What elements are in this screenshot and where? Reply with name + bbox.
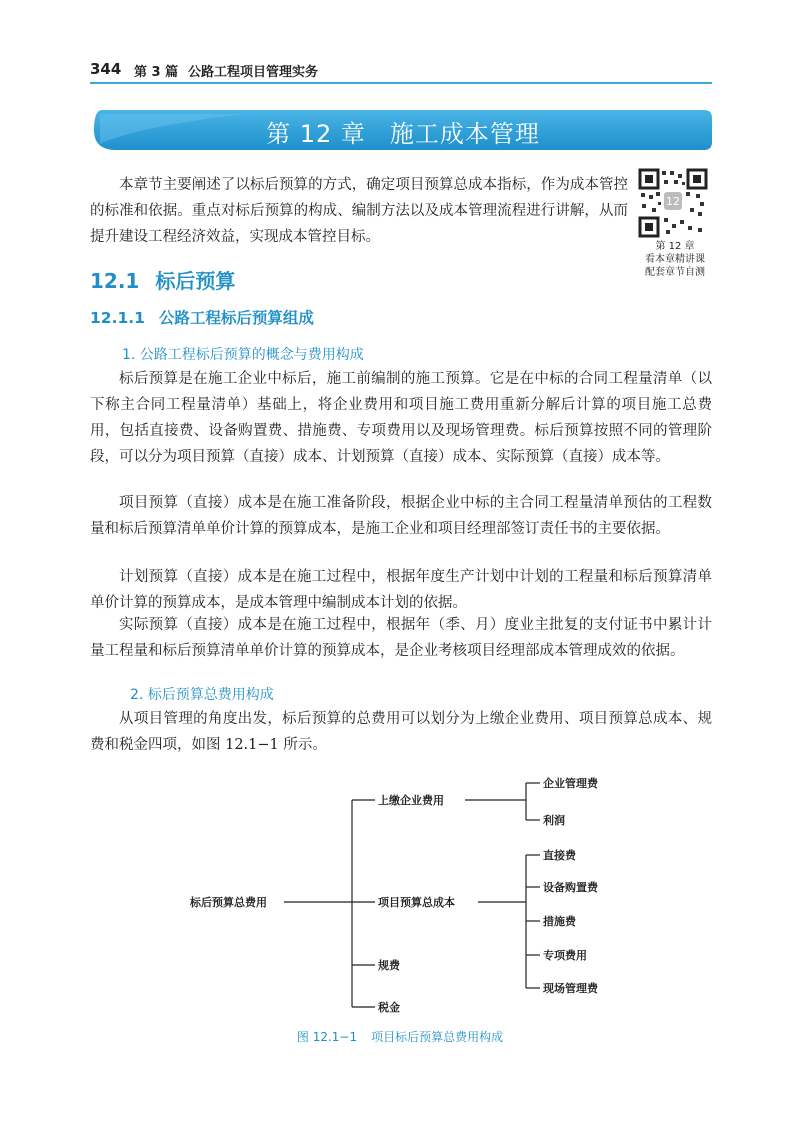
diagram-branch: 规费 bbox=[378, 959, 400, 972]
qr-caption-line: 看本章精讲课 bbox=[645, 254, 705, 265]
body-paragraph: 项目预算（直接）成本是在施工准备阶段，根据企业中标的主合同工程量清单预估的工程数量和标后预算清单单价计算的预算成本，是施工企业和项目经理部签订责任书的主要依据。 bbox=[90, 495, 712, 537]
page-number: 344 bbox=[90, 60, 122, 78]
qr-code-icon[interactable] bbox=[638, 168, 708, 238]
page-header bbox=[90, 58, 710, 80]
subsection-heading bbox=[90, 306, 314, 328]
subsection-number: 12.1.1 bbox=[90, 309, 145, 327]
diagram-branch: 上缴企业费用 bbox=[378, 794, 444, 807]
qr-caption bbox=[630, 240, 720, 279]
part-label: 第 3 篇 bbox=[134, 65, 179, 80]
diagram-leaf: 设备购置费 bbox=[543, 881, 598, 894]
diagram-leaf: 直接费 bbox=[543, 849, 576, 862]
diagram-leaf: 措施费 bbox=[543, 915, 576, 928]
figure-caption bbox=[0, 1028, 800, 1045]
figure-title: 项目标后预算总费用构成 bbox=[371, 1030, 504, 1044]
body-paragraph: 从项目管理的角度出发，标后预算的总费用可以划分为上缴企业费用、项目预算总成本、规费和税金四项，如图 12.1−1 所示。 bbox=[90, 711, 712, 753]
topic-heading: 1. 公路工程标后预算的概念与费用构成 bbox=[122, 347, 364, 363]
chapter-banner bbox=[92, 108, 714, 152]
subsection-title: 公路工程标后预算组成 bbox=[158, 309, 314, 327]
chapter-title: 施工成本管理 bbox=[389, 120, 540, 148]
header-rule bbox=[90, 82, 712, 84]
chapter-heading bbox=[92, 114, 714, 149]
diagram-leaf: 现场管理费 bbox=[543, 982, 598, 995]
section-heading bbox=[90, 265, 235, 294]
diagram-branch: 项目预算总成本 bbox=[378, 896, 455, 909]
topic-heading: 2. 标后预算总费用构成 bbox=[130, 687, 274, 703]
chapter-intro: 本章节主要阐述了以标后预算的方式，确定项目预算总成本指标，作为成本管控的标准和依据。重点对标后预算的构成、编制方法以及成本管理流程进行讲解，从而提升建设工程经济效益，实现成本管控目标。 bbox=[90, 177, 628, 245]
diagram-leaf: 利润 bbox=[543, 814, 565, 827]
diagram-leaf: 企业管理费 bbox=[543, 777, 598, 790]
diagram-branch: 税金 bbox=[378, 1001, 400, 1014]
figure-number: 图 12.1−1 bbox=[296, 1030, 358, 1044]
qr-caption-line: 配套章节自测 bbox=[645, 267, 705, 278]
chapter-number: 第 12 章 bbox=[266, 120, 366, 148]
section-number: 12.1 bbox=[90, 269, 140, 293]
diagram-leaf: 专项费用 bbox=[543, 949, 587, 962]
body-paragraph: 实际预算（直接）成本是在施工过程中，根据年（季、月）度业主批复的支付证书中累计计量工程量和标后预算清单单价计算的预算成本，是企业考核项目经理部成本管理成效的依据。 bbox=[90, 617, 712, 659]
part-title: 公路工程项目管理实务 bbox=[188, 65, 319, 80]
body-paragraph: 计划预算（直接）成本是在施工过程中，根据年度生产计划中计划的工程量和标后预算清单单价计算的预算成本，是成本管理中编制成本计划的依据。 bbox=[90, 569, 712, 611]
cost-structure-diagram bbox=[180, 765, 630, 1025]
body-paragraph: 标后预算是在施工企业中标后，施工前编制的施工预算。它是在中标的合同工程量清单（以下称主合同工程量清单）基础上，将企业费用和项目施工费用重新分解后计算的项目施工总费用，包括直接费、设备购置费、措施费、专项费用以及现场管理费。标后预算按照不同的管理阶段，可以分为项目预算（直接）成本、计划预算（直接）成本、实际预算（直接）成本等。 bbox=[90, 371, 712, 465]
qr-badge: 12 bbox=[666, 195, 680, 208]
section-title: 标后预算 bbox=[155, 269, 236, 293]
qr-caption-line: 第 12 章 bbox=[655, 241, 695, 252]
diagram-root: 标后预算总费用 bbox=[190, 896, 267, 909]
